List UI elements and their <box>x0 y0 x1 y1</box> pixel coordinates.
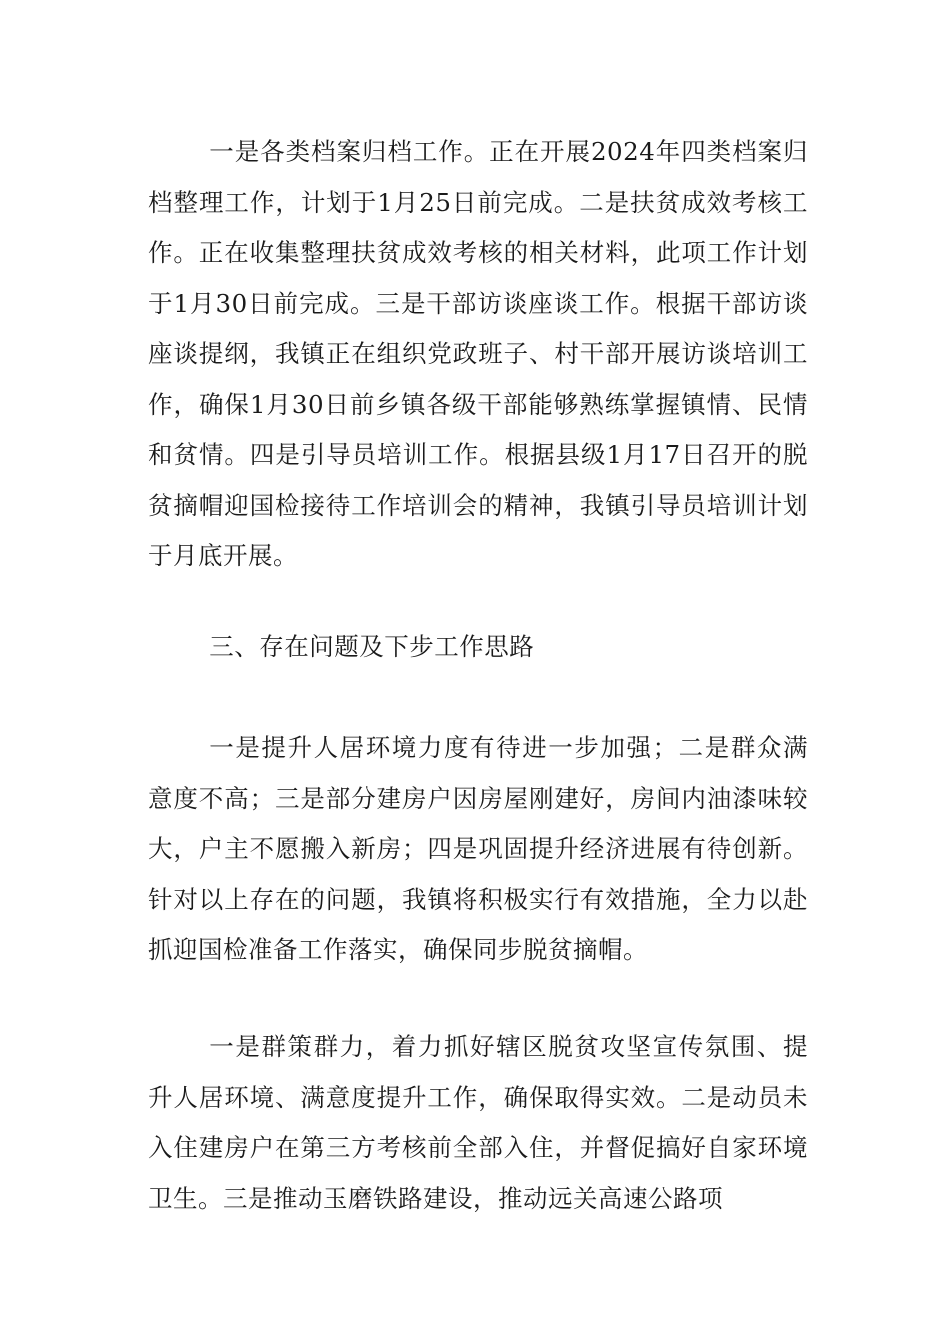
paragraph-next-steps: 一是群策群力，着力抓好辖区脱贫攻坚宣传氛围、提升人居环境、满意度提升工作，确保取得实效。二是动员未入住建房户在第三方考核前全部入住，并督促搞好自家环境卫生。三是推动玉磨铁路建设，推动远关高速公路项 <box>148 1032 808 1213</box>
paragraph-archive-work: 一是各类档案归档工作。正在开展2024年四类档案归档整理工作，计划于1月25日前完成。二是扶贫成效考核工作。正在收集整理扶贫成效考核的相关材料，此项工作计划于1月30日前完成。三是干部访谈座谈工作。根据干部访谈座谈提纲，我镇正在组织党政班子、村干部开展访谈培训工作，确保1月30日前乡镇各级干部能够熟练掌握镇情、民情和贫情。四是引导员培训工作。根据县级1月17日召开的脱贫摘帽迎国检接待工作培训会的精神，我镇引导员培训计划于月底开展。 <box>148 137 808 570</box>
paragraph-problems: 一是提升人居环境力度有待进一步加强；二是群众满意度不高；三是部分建房户因房屋刚建好，房间内油漆味较大，户主不愿搬入新房；四是巩固提升经济进展有待创新。针对以上存在的问题，我镇将积极实行有效措施，全力以赴抓迎国检准备工作落实，确保同步脱贫摘帽。 <box>148 733 808 964</box>
section-heading: 三、存在问题及下步工作思路 <box>209 632 535 661</box>
